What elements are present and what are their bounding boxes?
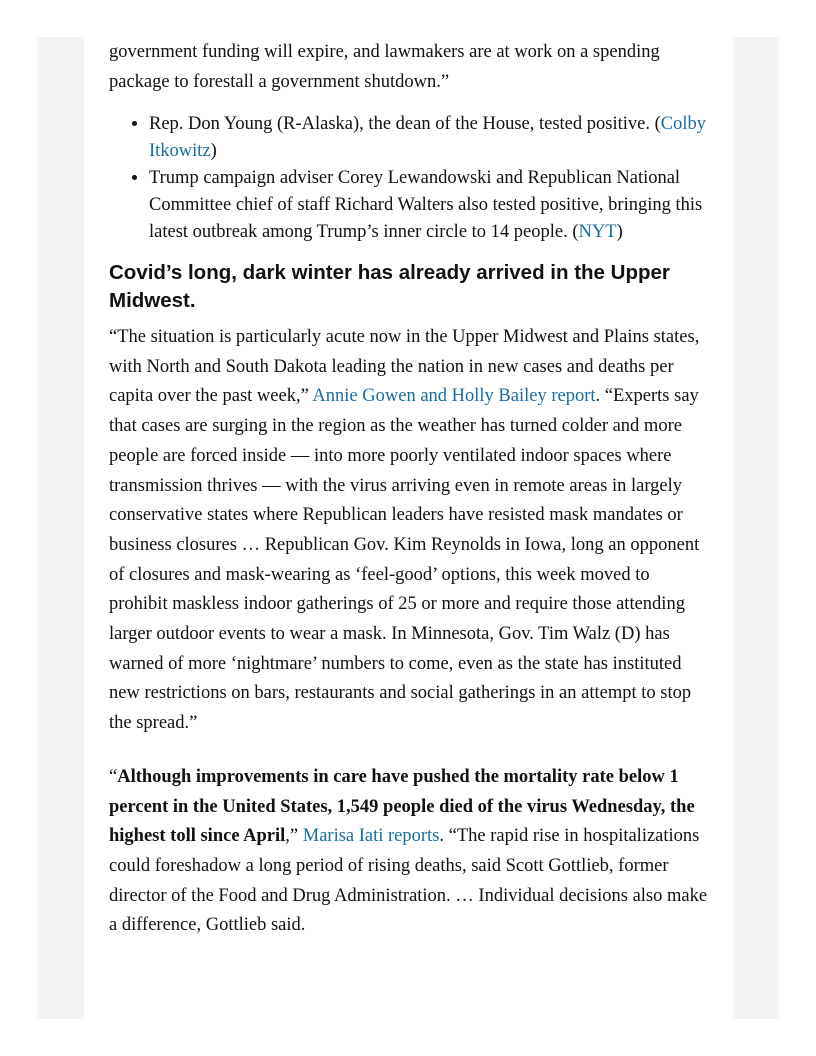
gowen-bailey-report-link[interactable]: Annie Gowen and Holly Bailey report — [312, 386, 596, 407]
open-quote: “ — [109, 766, 118, 787]
intro-paragraph: government funding will expire, and lawmakers are at work on a spending package to forestall a government shutdown.” — [109, 42, 660, 92]
nyt-link[interactable]: NYT — [578, 222, 617, 242]
marisa-iati-reports-link[interactable]: Marisa Iati reports — [302, 826, 440, 847]
bullet-suffix: ) — [210, 141, 217, 161]
left-gutter — [37, 37, 84, 1019]
article-column — [84, 37, 733, 1019]
news-bullet-list — [109, 111, 709, 246]
right-gutter — [733, 37, 779, 1019]
paragraph-text: . “The rapid rise in hospitalizations could foreshadow a long period of rising deaths, said Scott Gottlieb, former director of the Food and Drug Administration. … Individual decisions also make a difference, Gottlieb said. — [109, 826, 708, 936]
bullet-text: Trump campaign adviser Corey Lewandowski and Republican National Committee chief of staff Richard Walters also tested positive, bringing this latest outbreak among Trump’s inner circle to 14 people. ( — [149, 168, 703, 242]
paragraph-text: “The situation is particularly acute now in the Upper Midwest and Plains states, with North and South Dakota leading the nation in new cases and deaths per capita over the past week,” — [109, 327, 700, 407]
section-headline: Covid’s long, dark winter has already arrived in the Upper Midwest. — [109, 261, 670, 312]
colby-itkowitz-link[interactable]: Colby Itkowitz — [149, 114, 706, 161]
mortality-paragraph — [109, 763, 709, 941]
article-body — [109, 37, 709, 941]
bullet-suffix: ) — [616, 222, 623, 242]
bullet-text: Rep. Don Young (R-Alaska), the dean of the House, tested positive. ( — [149, 114, 661, 134]
bold-lede: Although improvements in care have pushed the mortality rate below 1 percent in the United States, 1,549 people died of the virus Wednesday, the highest toll since April — [109, 766, 695, 847]
list-item — [149, 165, 709, 246]
midwest-paragraph — [109, 323, 709, 739]
paragraph-text: ,” — [285, 826, 303, 847]
list-item — [149, 111, 709, 165]
paragraph-text: . “Experts say that cases are surging in the region as the weather has turned colder and more people are forced inside — into more poorly ventilated indoor spaces where transmission thrives — with the virus arriving even in remote areas in largely conservative states where Republican leaders have resisted mask mandates or business closures … Republican Gov. Kim Reynolds in Iowa, long an opponent of closures and mask-wearing as ‘feel-good’ options, this week moved to prohibit maskless indoor gatherings of 25 or more and require those attending larger outdoor events to wear a mask. In Minnesota, Gov. Tim Walz (D) has warned of more ‘nightmare’ numbers to come, even as the state has instituted new restrictions on bars, restaurants and social gatherings in an attempt to stop the spread.” — [109, 386, 700, 734]
